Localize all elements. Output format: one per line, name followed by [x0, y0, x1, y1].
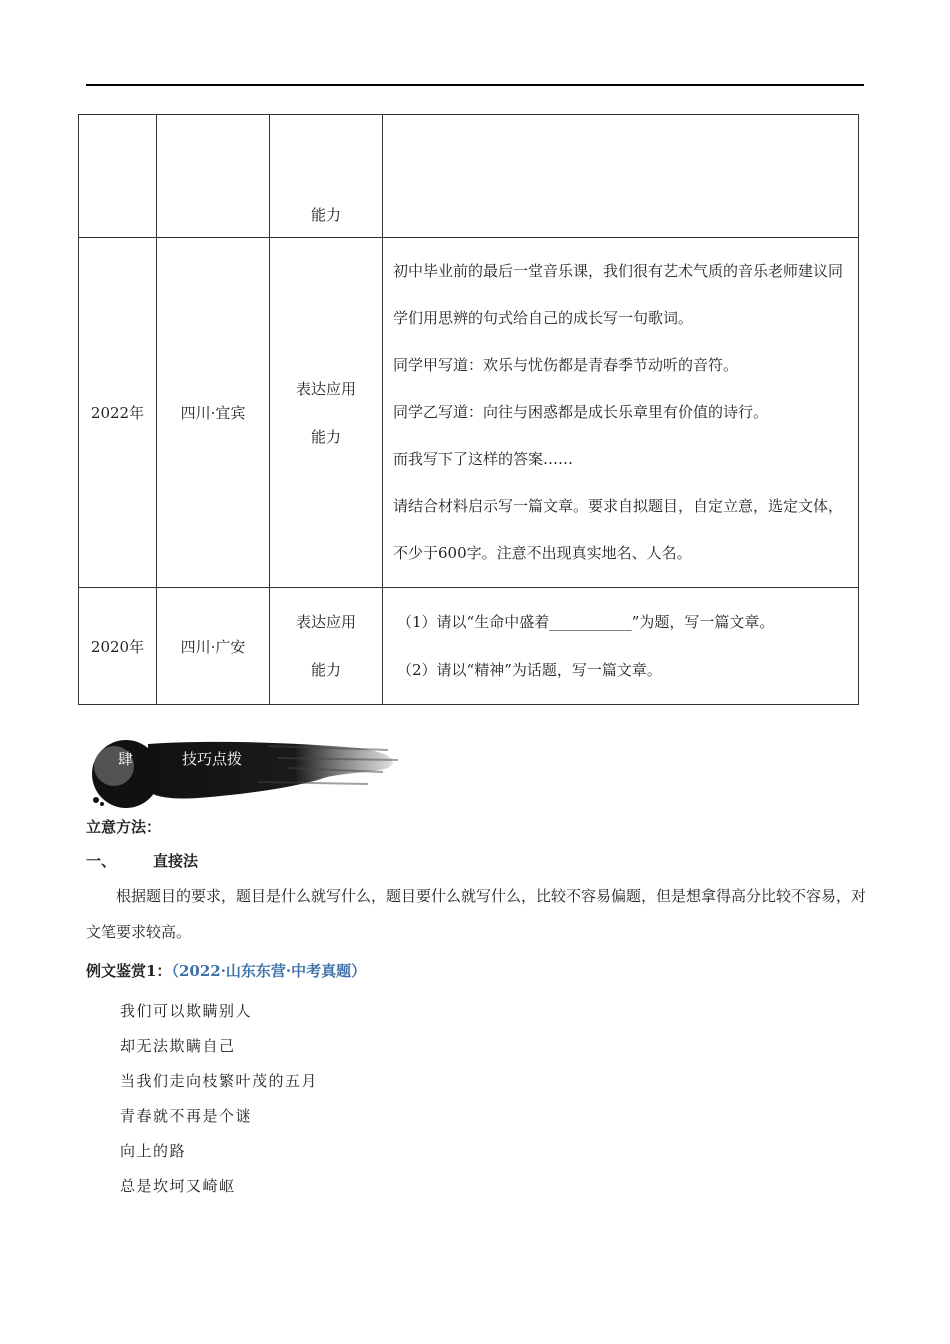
- ability-cell: 表达应用 能力: [270, 588, 383, 705]
- ink-brush-banner: [88, 738, 408, 810]
- example-source: （2022·山东东营·中考真题）: [171, 962, 367, 980]
- region-cell: 四川·宜宾: [157, 238, 270, 588]
- example-label: 例文鉴赏1：: [86, 962, 172, 980]
- region-cell: 四川·广安: [157, 588, 270, 705]
- ability-cell: 表达应用 能力: [270, 238, 383, 588]
- header-rule: [86, 84, 864, 86]
- ability-cell: 能力: [270, 115, 383, 238]
- prompt-cell: [383, 588, 859, 705]
- table-row: [79, 238, 859, 588]
- year-cell: [79, 115, 157, 238]
- poem-line: 向上的路: [120, 1142, 187, 1160]
- poem-line: 青春就不再是个谜: [120, 1107, 253, 1125]
- table-row: [79, 588, 859, 705]
- poem-line: 却无法欺瞒自己: [120, 1037, 236, 1055]
- prompt-line: 同学甲写道：欢乐与忧伤都是青春季节动听的音符。: [393, 356, 739, 374]
- prompt-line: 请结合材料启示写一篇文章。要求自拟题目，自定立意，选定文体，不少于600字。注意不出现真实地名、人名。: [393, 497, 844, 562]
- subsection-title: 直接法: [153, 852, 199, 870]
- section-heading: 立意方法：: [86, 818, 162, 836]
- exam-table: [78, 114, 859, 705]
- method-paragraph: 根据题目的要求，题目是什么就写什么，题目要什么就写什么，比较不容易偏题，但是想拿得高分比较不容易，对文笔要求较高。: [86, 887, 867, 941]
- prompt-line: （2）请以“精神”为话题，写一篇文章。: [397, 661, 662, 679]
- prompt-line: 初中毕业前的最后一堂音乐课，我们很有艺术气质的音乐老师建议同学们用思辨的句式给自己的成长写一句歌词。: [393, 262, 844, 327]
- prompt-line: 而我写下了这样的答案……: [393, 450, 574, 468]
- banner-number: 肆: [118, 750, 134, 768]
- prompt-cell: [383, 238, 859, 588]
- poem-line: 总是坎坷又崎岖: [120, 1177, 236, 1195]
- prompt-cell: [383, 115, 859, 238]
- example-heading: [86, 960, 366, 981]
- banner-title: 技巧点拨: [182, 750, 243, 768]
- prompt-line: 同学乙写道：向往与困惑都是成长乐章里有价值的诗行。: [393, 403, 769, 421]
- region-cell: [157, 115, 270, 238]
- prompt-line: （1）请以“生命中盛着___________”为题，写一篇文章。: [397, 613, 775, 631]
- poem-line: 当我们走向枝繁叶茂的五月: [120, 1072, 319, 1090]
- table-row: [79, 115, 859, 238]
- year-cell: 2022年: [79, 238, 157, 588]
- poem-line: 我们可以欺瞒别人: [120, 1002, 253, 1020]
- year-cell: 2020年: [79, 588, 157, 705]
- subsection-number: 一、: [86, 852, 117, 870]
